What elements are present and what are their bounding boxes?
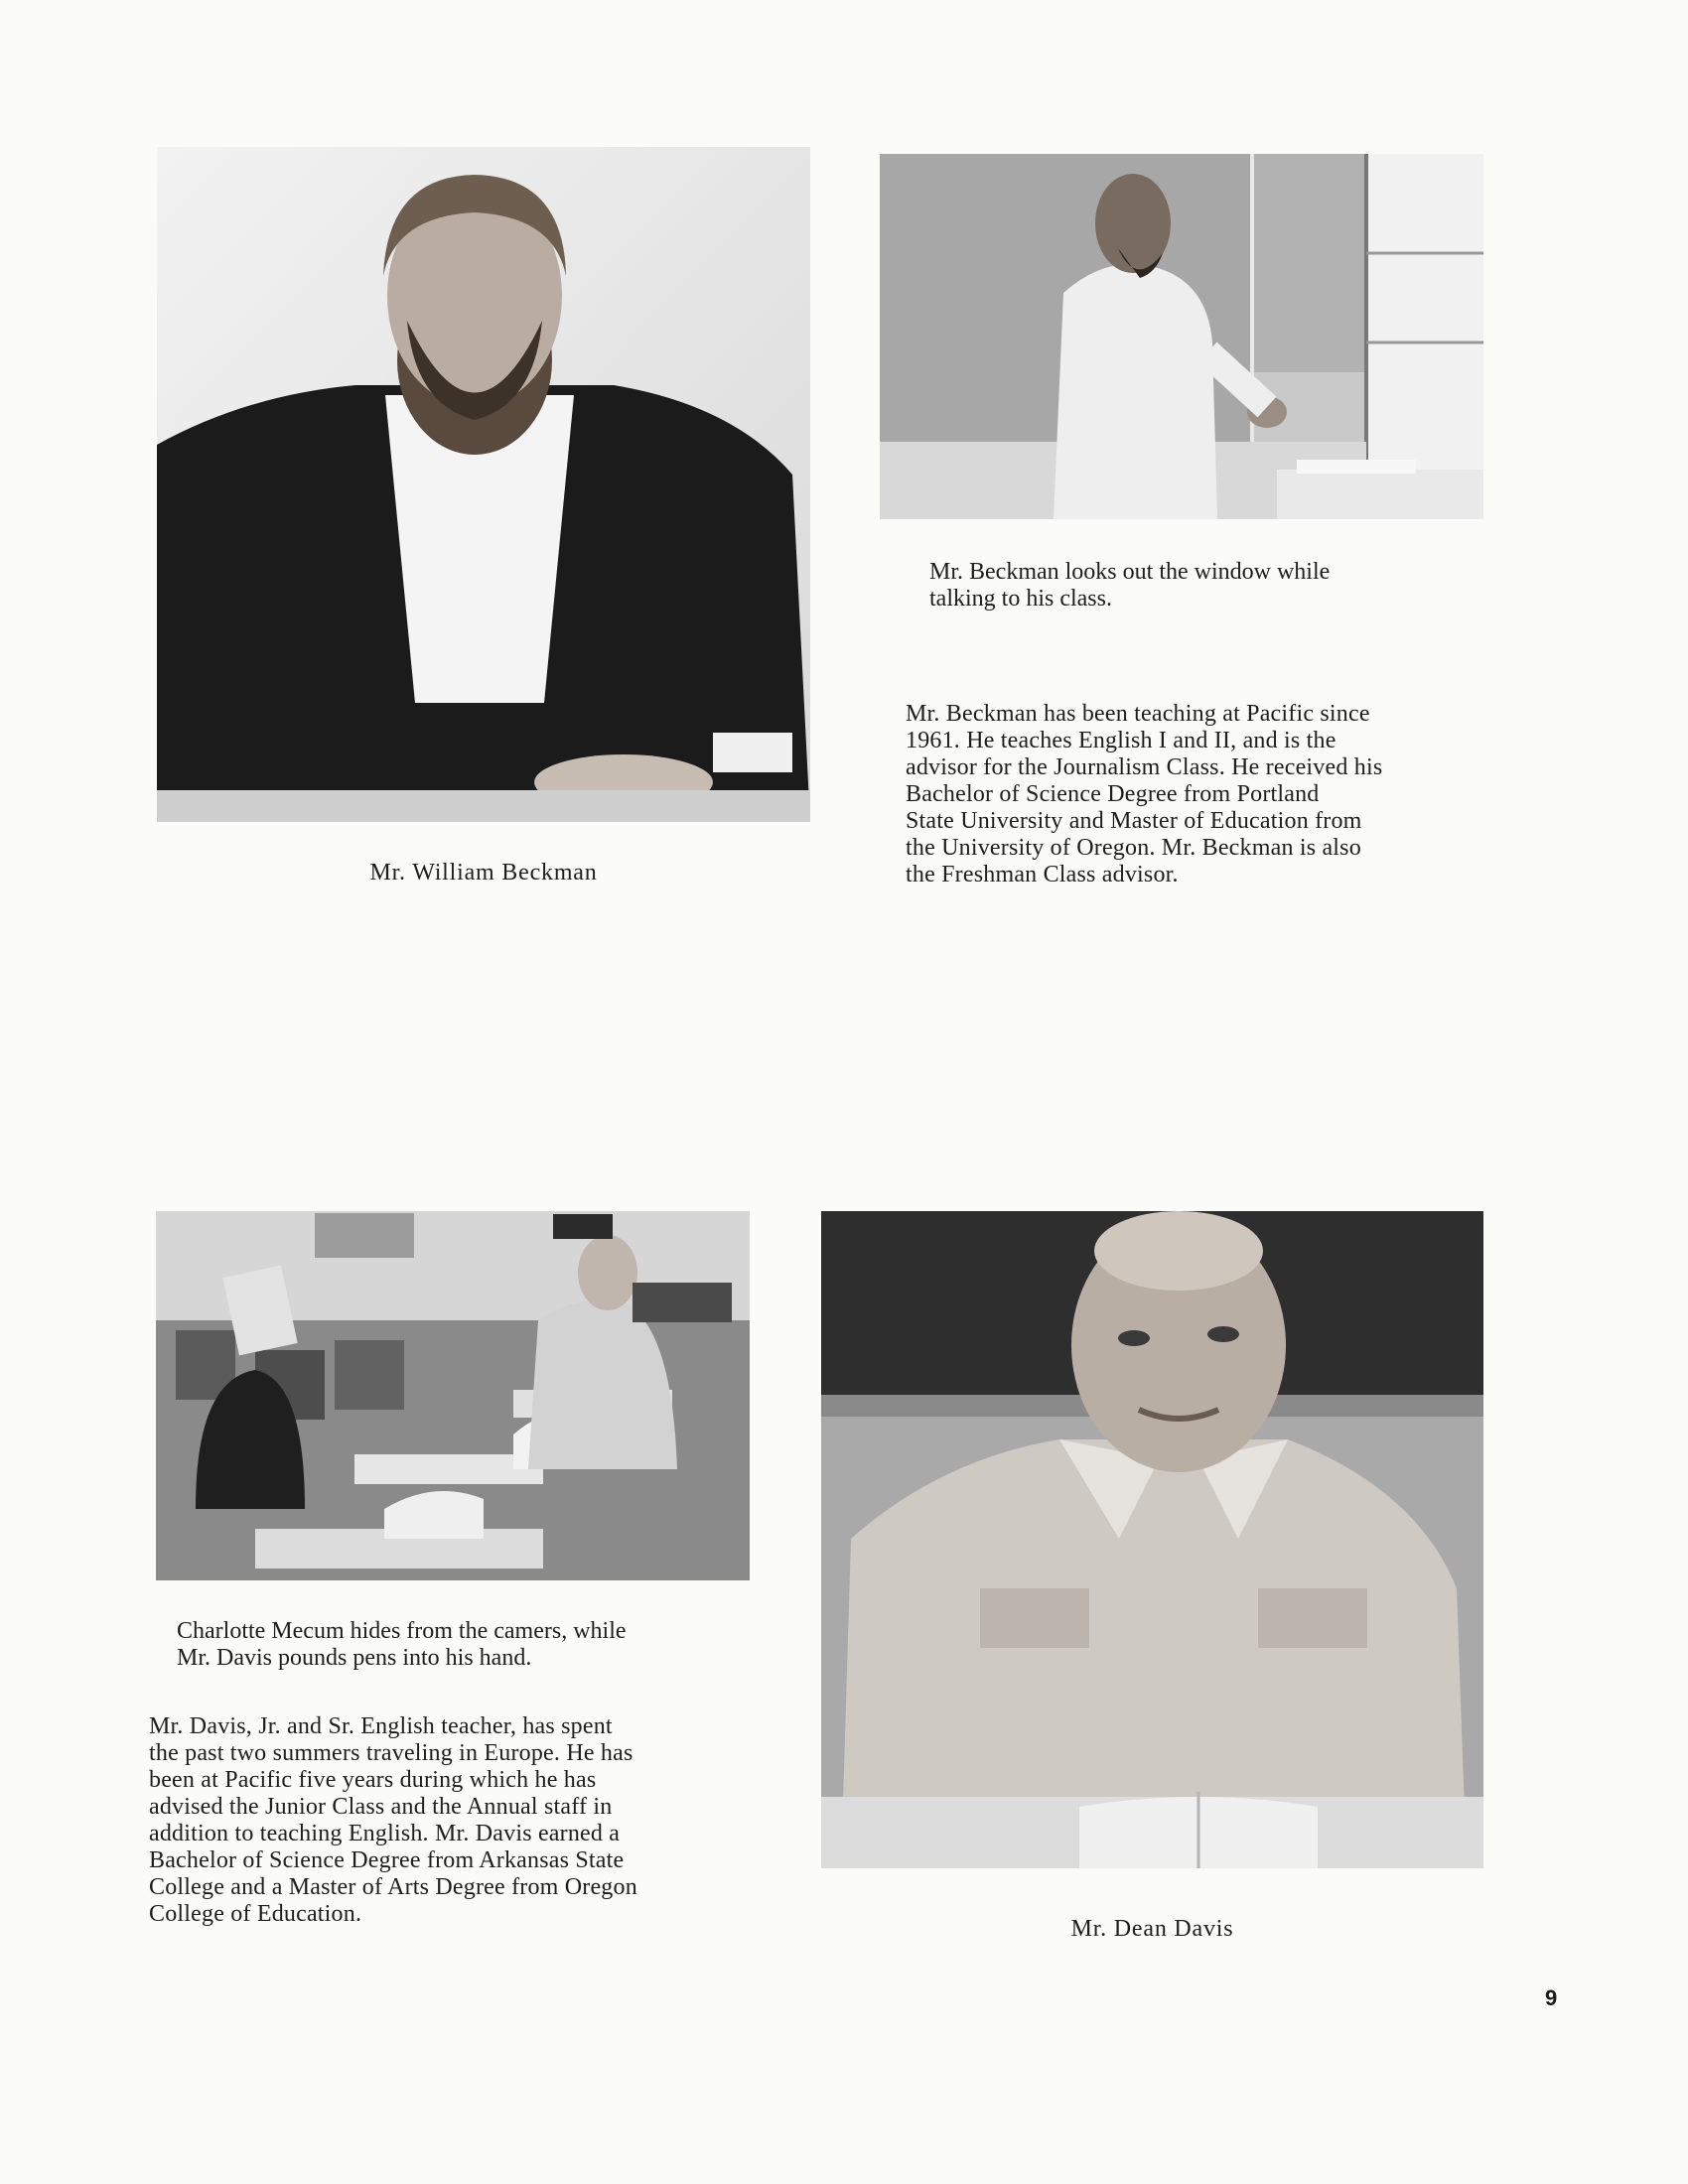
davis-portrait-photo <box>821 1211 1483 1868</box>
bio-line: been at Pacific five years during which he has <box>149 1767 597 1793</box>
caption-line: talking to his class. <box>929 586 1112 612</box>
bio-line: State University and Master of Education from <box>906 808 1362 834</box>
bio-line: College of Education. <box>149 1901 362 1927</box>
bio-line: Bachelor of Science Degree from Portland <box>906 781 1320 807</box>
bio-line: the University of Oregon. Mr. Beckman is also <box>906 835 1361 861</box>
bio-line: the Freshman Class advisor. <box>906 862 1179 887</box>
davis-photo-caption <box>177 1618 773 1672</box>
caption-line: Mr. Beckman looks out the window while <box>929 559 1331 585</box>
beckman-bio <box>906 701 1501 888</box>
bio-line: Bachelor of Science Degree from Arkansas State <box>149 1847 625 1873</box>
bio-line: advisor for the Journalism Class. He received his <box>906 754 1383 780</box>
beckman-portrait-name: Mr. William Beckman <box>369 860 598 886</box>
beckman-classroom-photo <box>880 154 1483 519</box>
bio-line: the past two summers traveling in Europe. He has <box>149 1740 633 1766</box>
bio-line: 1961. He teaches English I and II, and is the <box>906 728 1336 753</box>
bio-line: College and a Master of Arts Degree from Oregon <box>149 1874 637 1900</box>
bio-line: Mr. Davis, Jr. and Sr. English teacher, has spent <box>149 1713 613 1739</box>
caption-line: Mr. Davis pounds pens into his hand. <box>177 1645 532 1671</box>
beckman-photo-caption <box>929 559 1485 613</box>
davis-portrait-name: Mr. Dean Davis <box>1070 1916 1234 1942</box>
davis-classroom-photo <box>156 1211 750 1580</box>
page-number: 9 <box>1545 1985 1558 2010</box>
bio-line: addition to teaching English. Mr. Davis earned a <box>149 1821 621 1846</box>
bio-line: advised the Junior Class and the Annual staff in <box>149 1794 613 1820</box>
davis-bio <box>149 1713 774 1928</box>
bio-line: Mr. Beckman has been teaching at Pacific since <box>906 701 1370 727</box>
beckman-portrait-photo <box>157 147 810 822</box>
caption-line: Charlotte Mecum hides from the camers, while <box>177 1618 627 1644</box>
